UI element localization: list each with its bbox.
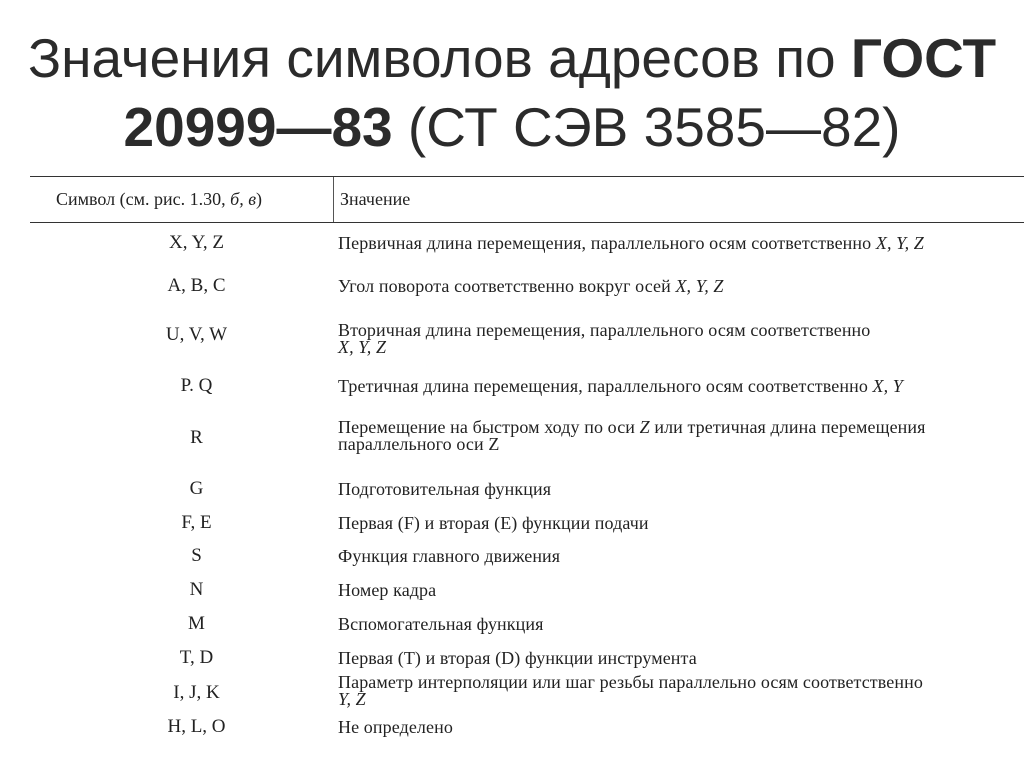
title-line-2 [0,93,1024,162]
symbol-cell: T, D [179,647,214,668]
symbol-cell: F, E [181,512,212,533]
slide-title [0,24,1024,162]
symbol-cell: N [189,579,204,600]
symbol-cell: S [191,545,202,566]
meaning-cell: Угол поворота соответственно вокруг осей X, Y, Z [338,276,724,296]
title-line-1 [0,24,1024,93]
meaning-cell: Первая (T) и вторая (D) функции инструмента [338,648,697,668]
symbol-cell: I, J, K [173,682,220,703]
address-symbols-table [30,176,1024,756]
header-symbol: Символ (см. рис. 1.30, б, в) [56,189,263,209]
meaning-cell: Функция главного движения [338,546,561,566]
header-meaning: Значение [340,189,411,209]
table-header [30,176,1024,223]
symbol-cell: M [188,613,205,634]
meaning-cell: Вторичная длина перемещения, параллельного осям соответственно X, Y, Z [338,320,871,357]
meaning-cell: Вспомогательная функция [338,614,544,634]
symbol-cell: G [189,478,204,499]
symbol-cell: R [190,427,203,448]
meaning-cell: Номер кадра [338,580,437,600]
meaning-cell: Третичная длина перемещения, параллельного осям соответственно X, Y [338,376,903,396]
title-gost: ГОСТ [850,27,997,89]
symbol-cell: X, Y, Z [169,232,224,253]
title-standard-number: 20999—83 [123,96,393,158]
meaning-cell: Не определено [338,717,453,737]
meaning-cell: Перемещение на быстром ходу по оси Z или третичная длина перемещения параллельного оси Z [338,417,926,454]
symbol-cell: H, L, O [167,716,226,737]
meaning-cell: Первичная длина перемещения, параллельного осям соответственно X, Y, Z [338,233,924,253]
title-text: Значения символов адресов по [27,27,851,89]
symbol-cell: U, V, W [165,324,228,345]
symbol-cell: P. Q [180,375,213,396]
meaning-cell: Подготовительная функция [338,479,552,499]
meaning-cell: Первая (F) и вторая (E) функции подачи [338,513,649,533]
symbol-cell: A, B, C [167,275,226,296]
header-divider [333,177,334,222]
meaning-cell: Параметр интерполяции или шаг резьбы параллельно осям соответственно Y, Z [338,672,923,709]
title-cmea-standard: (СТ СЭВ 3585—82) [392,96,901,158]
